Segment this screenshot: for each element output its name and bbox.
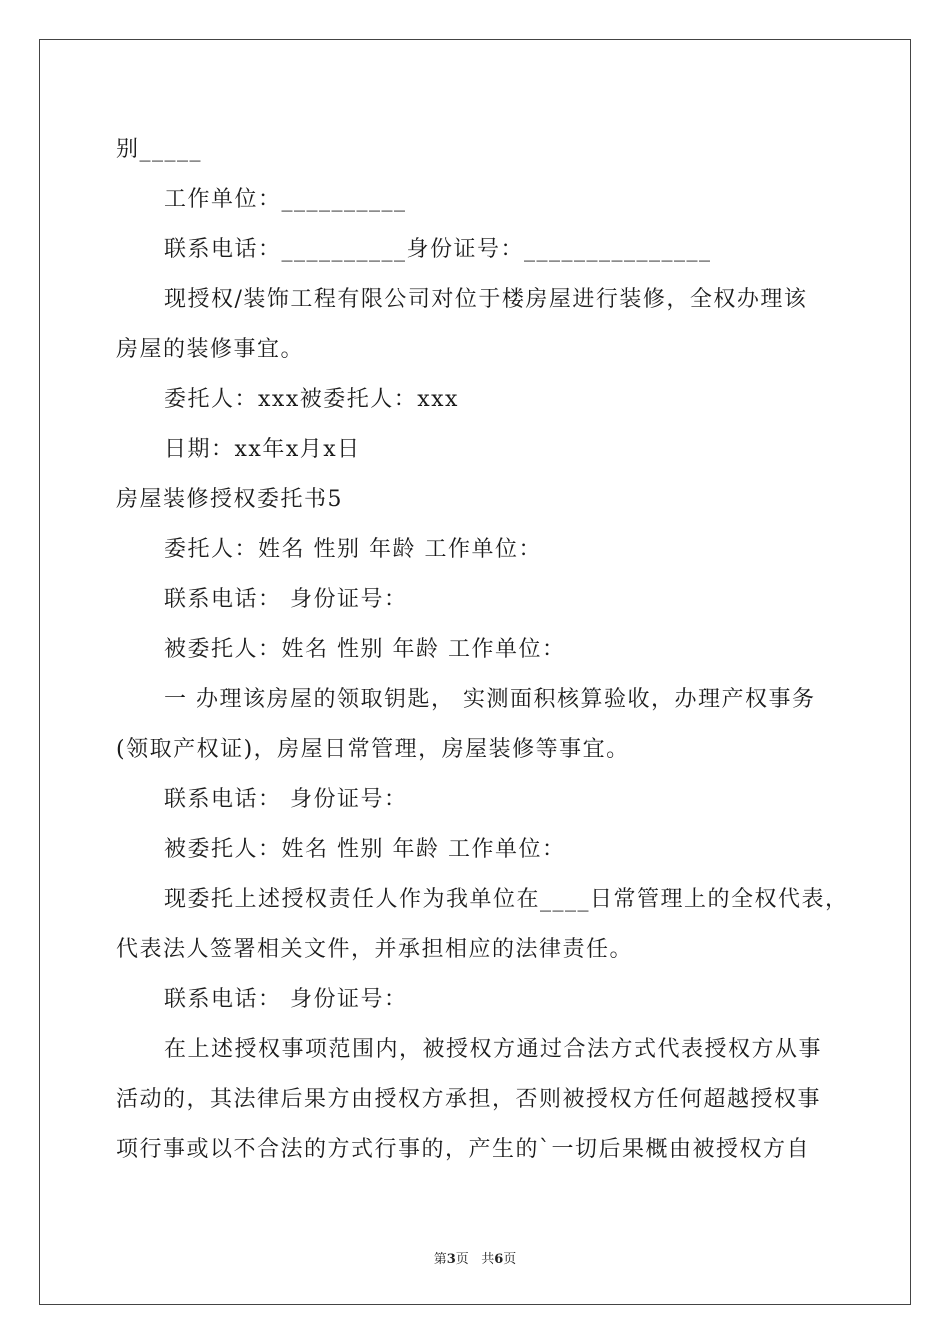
text-line-13: (领取产权证)，房屋日常管理，房屋装修等事宜。 bbox=[116, 737, 630, 762]
text-line-11: 被委托人：姓名 性别 年龄 工作单位： bbox=[164, 637, 566, 662]
total-prefix: 共 bbox=[481, 1252, 495, 1267]
text-line-21: 项行事或以不合法的方式行事的，产生的`一切后果概由被授权方自 bbox=[116, 1137, 811, 1162]
page-number: 3 bbox=[446, 1252, 456, 1267]
document-body bbox=[116, 125, 849, 1175]
text-line-15: 被委托人：姓名 性别 年龄 工作单位： bbox=[164, 837, 566, 862]
text-line-6: 委托人：xxx被委托人：xxx bbox=[164, 387, 459, 412]
page-suffix: 页 bbox=[455, 1252, 469, 1267]
section-heading: 房屋装修授权委托书5 bbox=[116, 487, 343, 512]
page-prefix: 第 bbox=[433, 1252, 447, 1267]
text-line-14: 联系电话： 身份证号： bbox=[164, 787, 408, 812]
text-line-9: 委托人：姓名 性别 年龄 工作单位： bbox=[164, 537, 542, 562]
text-line-4: 现授权/装饰工程有限公司对位于楼房屋进行装修，全权办理该 bbox=[164, 287, 808, 312]
text-line-1: 别_____ bbox=[116, 137, 203, 162]
text-line-18: 联系电话： 身份证号： bbox=[164, 987, 408, 1012]
text-line-2: 工作单位：__________ bbox=[164, 187, 407, 212]
text-line-10: 联系电话： 身份证号： bbox=[164, 587, 408, 612]
total-suffix: 页 bbox=[503, 1252, 517, 1267]
text-line-16: 现委托上述授权责任人作为我单位在____日常管理上的全权代表， bbox=[164, 887, 849, 912]
text-line-17: 代表法人签署相关文件，并承担相应的法律责任。 bbox=[116, 937, 634, 962]
text-line-5: 房屋的装修事宜。 bbox=[116, 337, 305, 362]
total-pages: 6 bbox=[494, 1252, 504, 1267]
text-line-19: 在上述授权事项范围内，被授权方通过合法方式代表授权方从事 bbox=[164, 1037, 823, 1062]
text-line-20: 活动的，其法律后果方由授权方承担，否则被授权方任何超越授权事 bbox=[116, 1087, 822, 1112]
text-line-7: 日期：xx年x月x日 bbox=[164, 437, 361, 462]
text-line-12: 一 办理该房屋的领取钥匙， 实测面积核算验收，办理产权事务 bbox=[164, 687, 816, 712]
page-footer bbox=[0, 1248, 950, 1267]
text-line-3: 联系电话：__________身份证号：_______________ bbox=[164, 237, 712, 262]
